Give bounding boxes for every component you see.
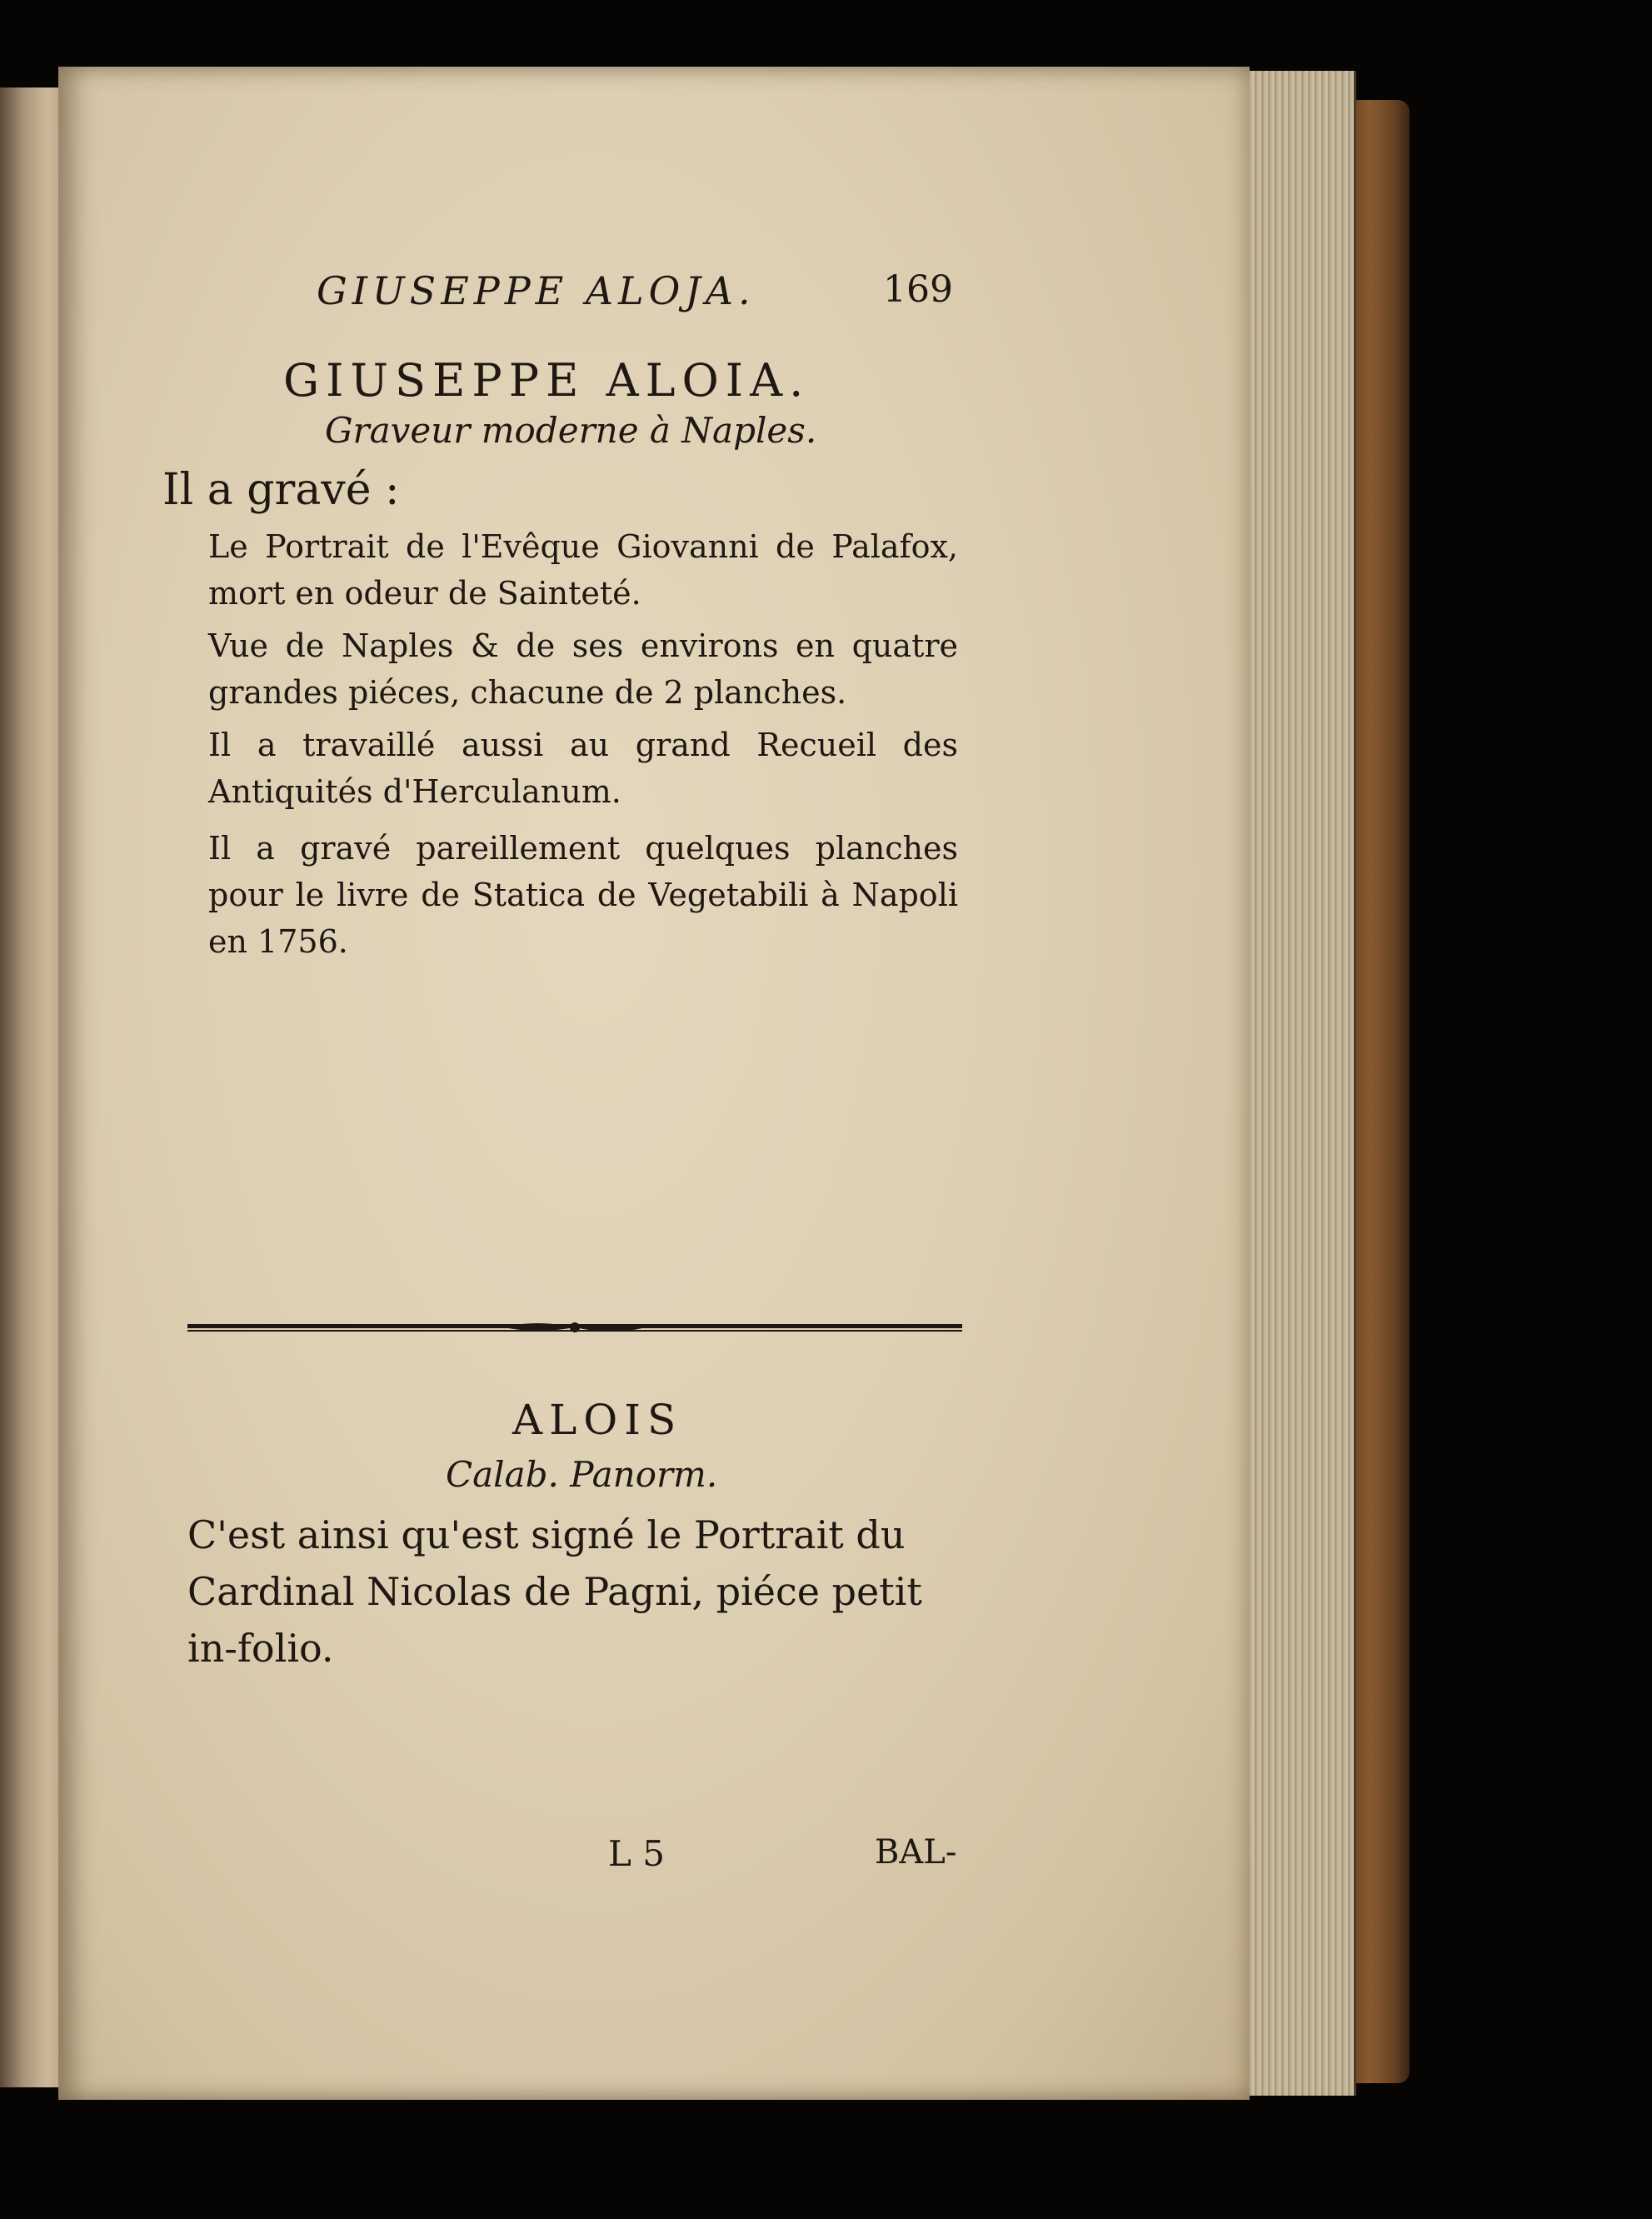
- running-title: GIUSEPPE ALOJA.: [317, 268, 756, 313]
- entry-paragraph: Il a travaillé aussi au grand Recueil des Antiquités d'Herculanum.: [208, 727, 958, 810]
- entry-heading: GIUSEPPE ALOIA.: [283, 354, 811, 407]
- signature-mark: L 5: [608, 1833, 665, 1874]
- entry-paragraph: Le Portrait de l'Evêque Giovanni de Palafox, mort en odeur de Sainteté.: [208, 528, 958, 612]
- entry-subtitle: Calab. Panorm.: [446, 1454, 718, 1495]
- facing-page-edge: [0, 87, 67, 2087]
- entry-subtitle: Graveur moderne à Naples.: [325, 410, 817, 451]
- ornamental-divider: [187, 1319, 962, 1336]
- entry-intro: Il a gravé :: [162, 465, 400, 515]
- entry-paragraph: Il a gravé pareillement quelques planches pour le livre de Statica de Vegetabili à Napoli en 1756.: [208, 830, 958, 960]
- catchword: BAL-: [875, 1833, 957, 1872]
- entry-paragraph: Vue de Naples & de ses environs en quatre grandes piéces, chacune de 2 planches.: [208, 627, 958, 711]
- entry-paragraph: C'est ainsi qu'est signé le Portrait du Cardinal Nicolas de Pagni, piéce petit in-folio.: [187, 1512, 922, 1671]
- entry-heading: ALOIS: [512, 1396, 683, 1444]
- page-number: 169: [883, 268, 953, 311]
